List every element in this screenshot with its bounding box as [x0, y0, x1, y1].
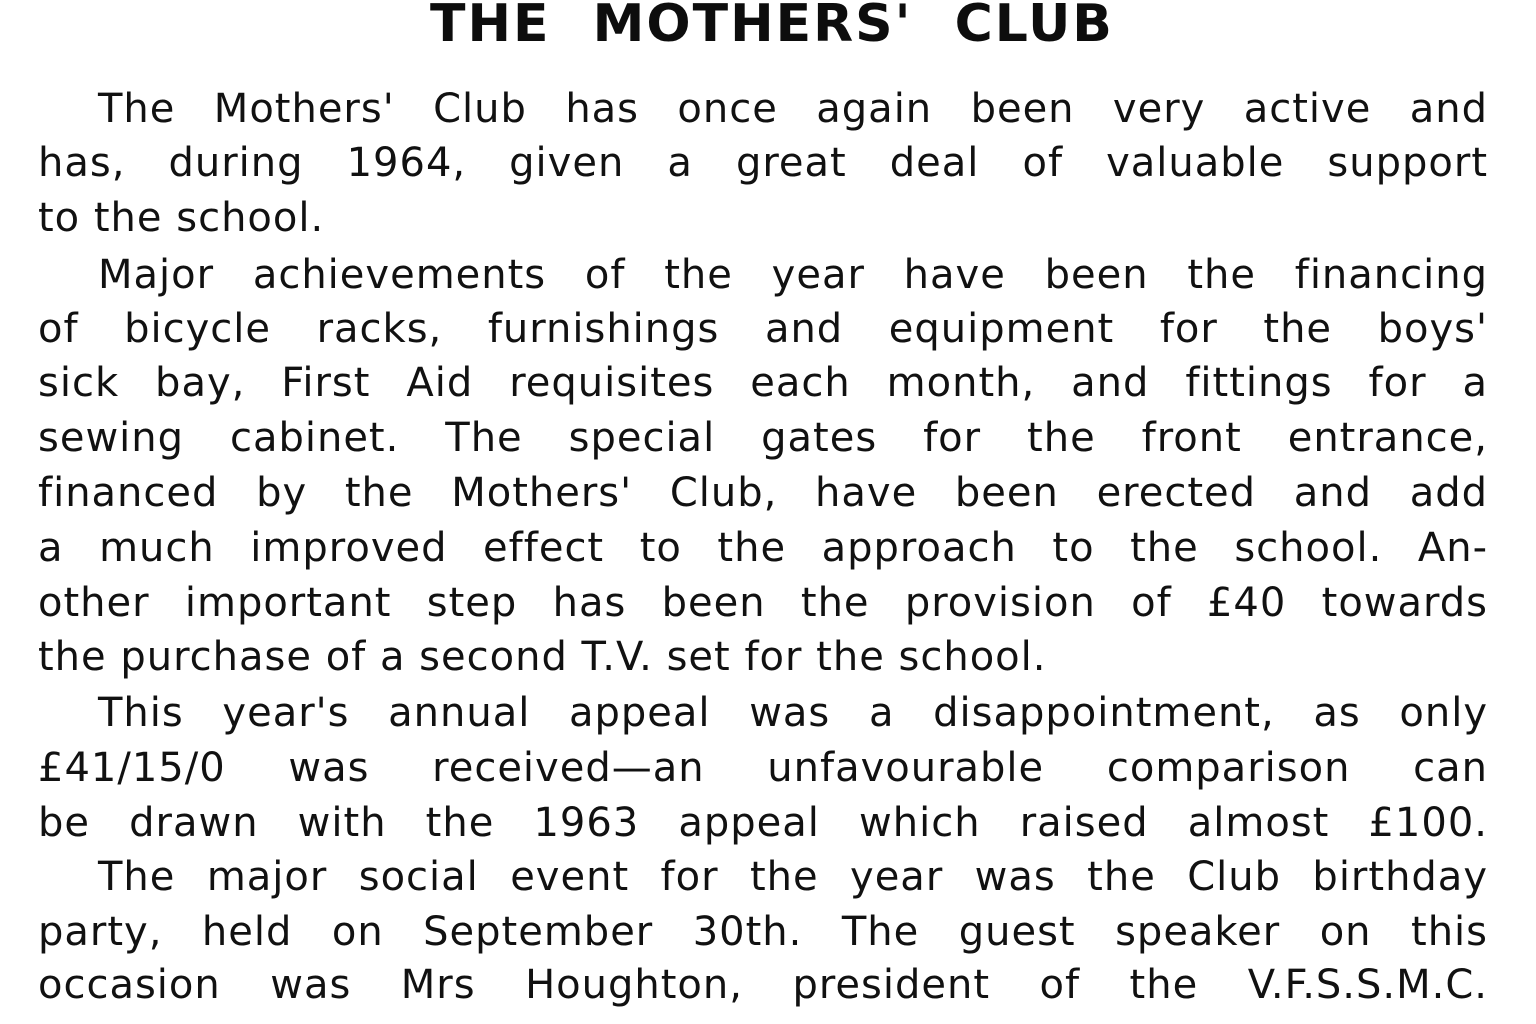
article-title: THE MOTHERS' CLUB	[430, 0, 1114, 54]
text-line: The Mothers' Club has once again been very active and	[98, 86, 1488, 132]
text-line: be drawn with the 1963 appeal which raised almost £100.	[38, 800, 1488, 846]
text-line: other important step has been the provision of £40 towards	[38, 580, 1488, 626]
text-line: Major achievements of the year have been the financing	[98, 252, 1488, 298]
text-line: financed by the Mothers' Club, have been erected and add	[38, 470, 1488, 516]
text-line: £41/15/0 was received—an unfavourable comparison can	[38, 745, 1488, 791]
text-line: a much improved effect to the approach to the school. An-	[38, 525, 1488, 571]
text-line: This year's annual appeal was a disappointment, as only	[98, 690, 1488, 736]
text-line: The major social event for the year was the Club birthday	[98, 854, 1488, 900]
text-line: party, held on September 30th. The guest speaker on this	[38, 909, 1488, 955]
text-line: occasion was Mrs Houghton, president of the V.F.S.S.M.C.	[38, 962, 1488, 1008]
text-line: sick bay, First Aid requisites each month, and fittings for a	[38, 360, 1488, 406]
text-line: to the school.	[38, 195, 325, 241]
text-line: has, during 1964, given a great deal of valuable support	[38, 140, 1488, 186]
text-line: of bicycle racks, furnishings and equipment for the boys'	[38, 306, 1488, 352]
text-line: sewing cabinet. The special gates for the front entrance,	[38, 415, 1488, 461]
text-line: the purchase of a second T.V. set for the school.	[38, 634, 1047, 680]
